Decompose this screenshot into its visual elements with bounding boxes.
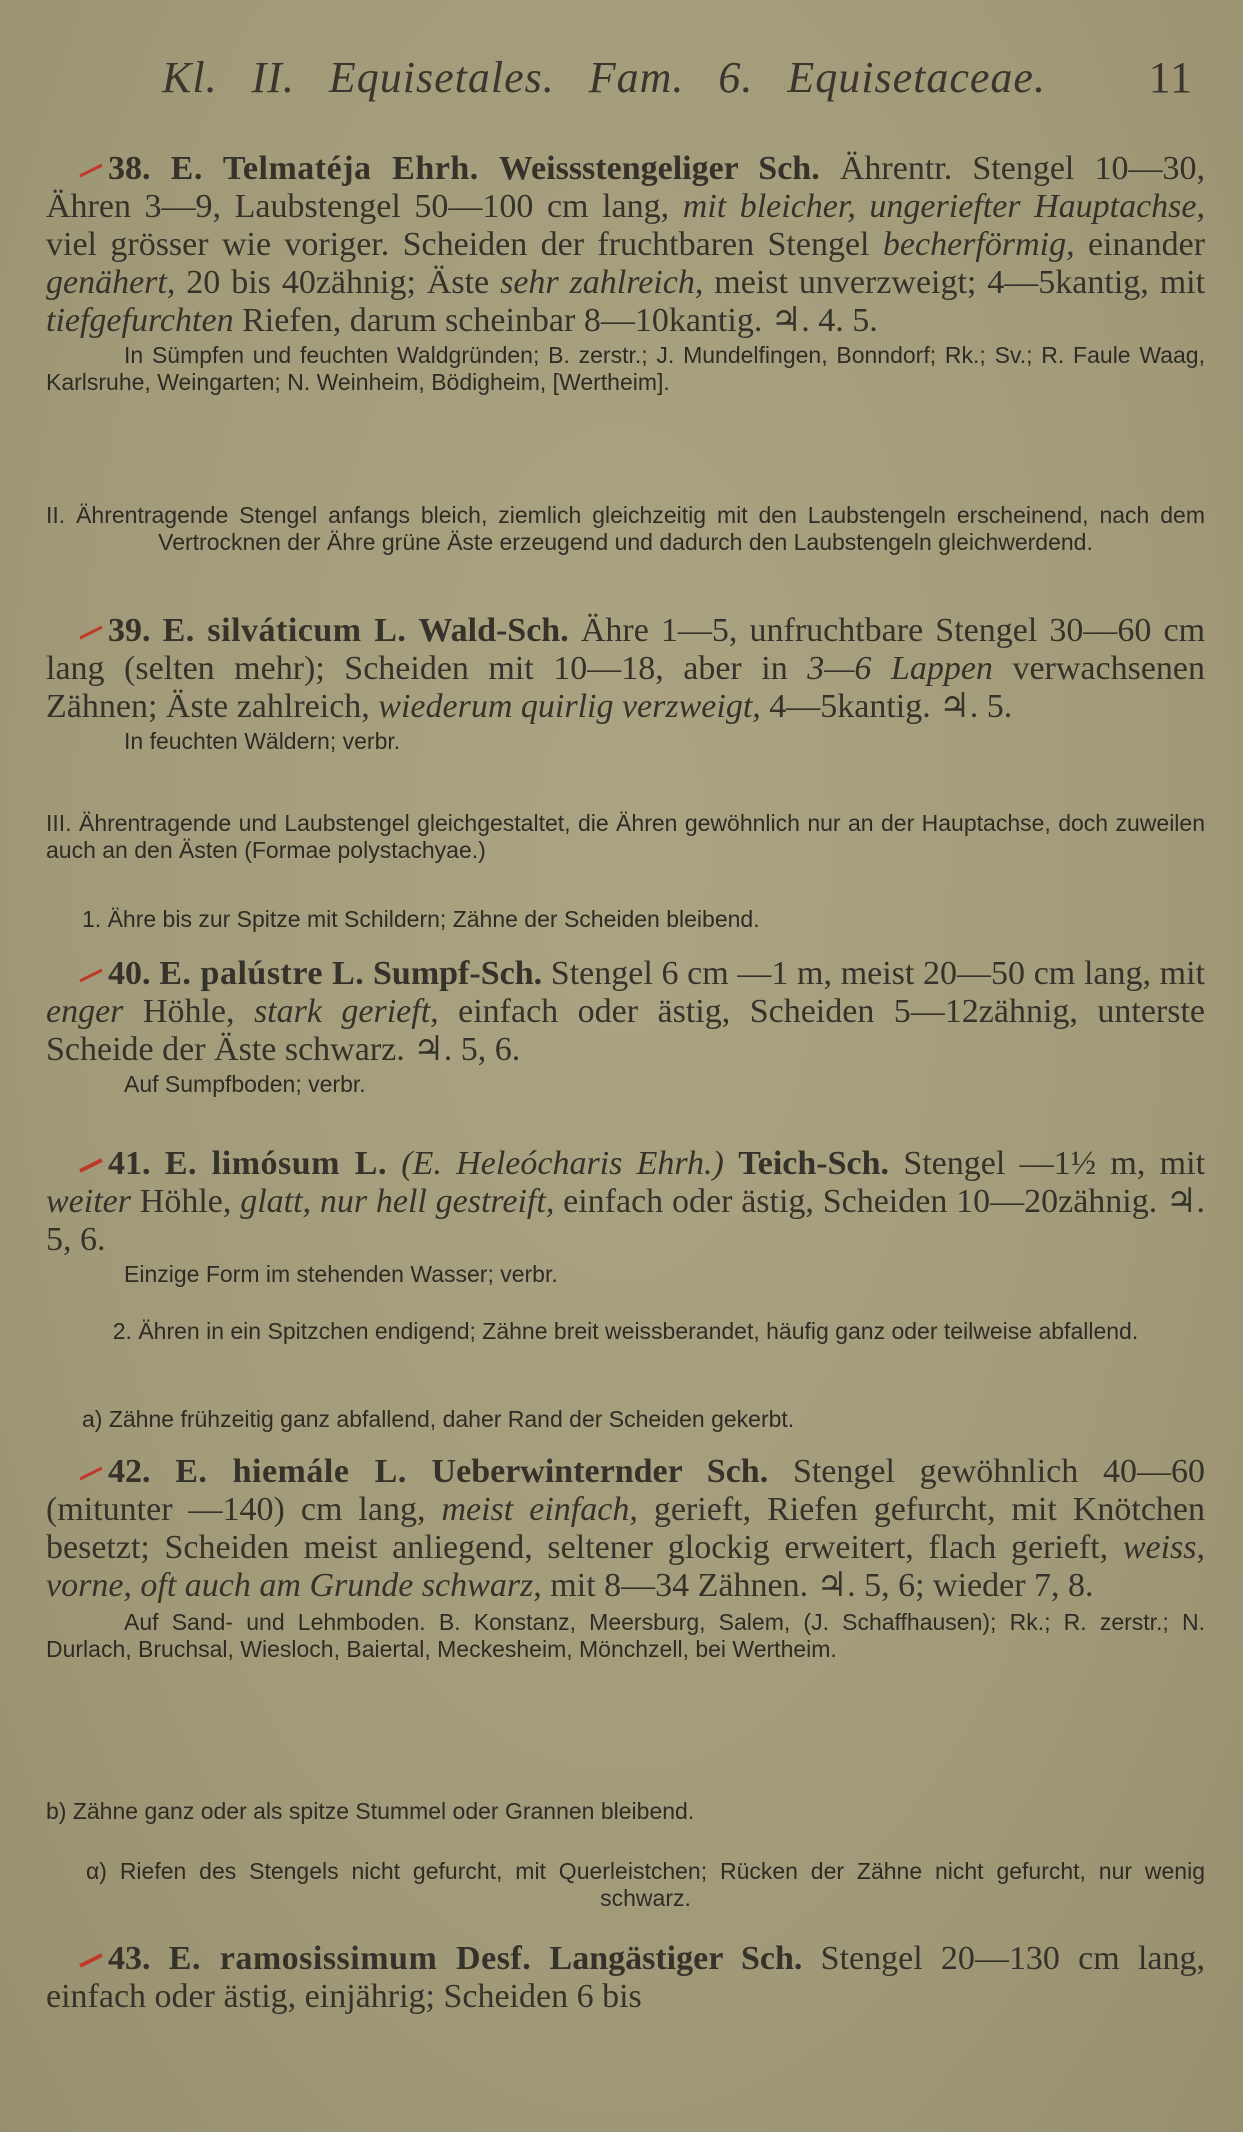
key-section-3: [46, 810, 1205, 864]
synonym: (E. Heleócharis Ehrh.): [401, 1145, 724, 1182]
german-name: Ueberwinternder Sch.: [431, 1453, 769, 1490]
locality-text: Auf Sand- und Lehmboden. B. Konstanz, Meersburg, Salem, (J. Schaffhausen); Rk.; R. zerstr.; N. Durlach, Bruchsal, Wiesloch, Baiertal, Meckesheim, Mönchzell, bei Wertheim.: [46, 1609, 1205, 1662]
locality-text: In feuchten Wäldern; verbr.: [124, 728, 401, 754]
description-text: Stengel 20—130 cm lang, einfach oder ästig, einjährig; Scheiden 6 bis: [46, 1940, 1206, 2015]
entry-42: [46, 1453, 1205, 1663]
page-number: 11: [1148, 53, 1193, 102]
entry-39-text: [46, 612, 1205, 726]
emphasis-text: enger: [46, 993, 124, 1030]
description-text: mit 8—34 Zähnen. ♃. 5, 6; wieder 7, 8.: [550, 1567, 1094, 1604]
entry-38: [46, 150, 1205, 396]
german-name: Weissstengeliger Sch.: [498, 150, 820, 187]
entry-number: 41.: [108, 1145, 151, 1182]
species-name: E. hiemále L.: [175, 1453, 407, 1490]
red-check-mark-icon: [78, 624, 104, 642]
description-text: einfach oder ästig, Scheiden 5—12zähnig, unterste Scheide der Äste schwarz. ♃. 5, 6.: [46, 993, 1206, 1068]
locality-text: In Sümpfen und feuchten Waldgründen; B. zerstr.; J. Mundelfingen, Bonndorf; Rk.; Sv.; R. Faule Waag, Karlsruhe, Weingarten; N. Weinheim, Bödigheim, [Wertheim].: [46, 342, 1205, 395]
entry-41-text: [46, 1145, 1205, 1259]
key-section-3-2b: [46, 1798, 1205, 1825]
running-header: [150, 52, 1203, 112]
german-name: Sumpf-Sch.: [373, 955, 543, 992]
key-text: α) Riefen des Stengels nicht gefurcht, mit Querleistchen; Rücken der Zähne nicht gefurcht, nur wenig schwarz.: [86, 1858, 1205, 1911]
german-name: Wald-Sch.: [418, 612, 569, 649]
description-text: Stengel —1½ m, mit: [903, 1145, 1206, 1182]
description-text: Ähre 1—5, unfruchtbare Stengel 30—60 cm lang (selten mehr); Scheiden mit 10—18, aber in: [46, 612, 1206, 687]
description-text: Stengel gewöhnlich 40—60 (mitunter —140) cm lang,: [46, 1453, 1205, 1528]
emphasis-text: weiter: [46, 1183, 131, 1220]
key-section-3-2b-alpha: [46, 1858, 1205, 1912]
entry-38-text: [46, 150, 1205, 340]
emphasis-text: tiefgefurchten: [46, 302, 234, 339]
entry-40: [46, 955, 1205, 1098]
key-text: a) Zähne frühzeitig ganz abfallend, daher Rand der Scheiden gekerbt.: [82, 1406, 795, 1432]
entry-39: [46, 612, 1205, 755]
red-check-mark-icon: [78, 162, 104, 180]
entry-number: 39.: [108, 612, 151, 649]
description-text: Riefen, darum scheinbar 8—10kantig. ♃. 4. 5.: [242, 302, 878, 339]
description-text: einfach oder ästig, Scheiden 10—20zähnig. ♃. 5, 6.: [46, 1183, 1206, 1258]
entry-43-text: [46, 1940, 1205, 2016]
description-text: Ährentr. Stengel 10—30, Ähren 3—9, Laubstengel 50—100 cm lang,: [46, 150, 1206, 225]
emphasis-text: weiss, vorne, oft auch am Grunde schwarz,: [46, 1529, 1206, 1604]
description-text: meist unverzweigt; 4—5kantig, mit: [714, 264, 1206, 301]
entry-43: [46, 1940, 1205, 2016]
key-section-3-2: [46, 1318, 1205, 1345]
species-name: E. silváticum L.: [162, 612, 407, 649]
description-text: viel grösser wie voriger. Scheiden der fruchtbaren Stengel: [46, 226, 870, 263]
entry-number: 43.: [108, 1940, 151, 1977]
species-name: E. palústre L.: [159, 955, 365, 992]
key-text: 2. Ähren in ein Spitzchen endigend; Zähne breit weissberandet, häufig ganz oder teilweise abfallend.: [112, 1318, 1139, 1344]
emphasis-text: sehr zahlreich,: [500, 264, 704, 301]
key-section-2: [46, 502, 1205, 556]
description-text: Höhle,: [142, 993, 235, 1030]
entry-41: [46, 1145, 1205, 1288]
emphasis-text: 3—6 Lappen: [807, 650, 993, 687]
key-text: III. Ährentragende und Laubstengel gleichgestaltet, die Ähren gewöhnlich nur an der Hauptachse, doch zuweilen auch an den Ästen (Formae polystachyae.): [46, 810, 1205, 863]
emphasis-text: becherförmig,: [882, 226, 1075, 263]
description-text: Stengel 6 cm —1 m, meist 20—50 cm lang, mit: [550, 955, 1206, 992]
entry-number: 42.: [108, 1453, 151, 1490]
description-text: 20 bis 40zähnig; Äste: [186, 264, 490, 301]
emphasis-text: genähert,: [46, 264, 176, 301]
key-section-3-2a: [46, 1406, 1205, 1433]
locality-text: Einzige Form im stehenden Wasser; verbr.: [124, 1261, 558, 1287]
locality-text: Auf Sumpfboden; verbr.: [124, 1071, 366, 1097]
emphasis-text: meist einfach,: [441, 1491, 638, 1528]
description-text: 4—5kantig. ♃. 5.: [769, 688, 1013, 725]
entry-number: 40.: [108, 955, 151, 992]
description-text: einander: [1087, 226, 1206, 263]
species-name: E. Telmatéja Ehrh.: [170, 150, 479, 187]
emphasis-text: glatt, nur hell gestreift,: [240, 1183, 555, 1220]
key-text: II. Ährentragende Stengel anfangs bleich, ziemlich gleichzeitig mit den Laubstengeln erscheinend, nach dem Vertrocknen der Ähre grüne Äste erzeugend und dadurch den Laubstengeln gleichwerdend.: [46, 502, 1205, 555]
species-name: E. ramosissimum Desf.: [168, 1940, 532, 1977]
key-text: 1. Ähre bis zur Spitze mit Schildern; Zähne der Scheiden bleibend.: [82, 906, 760, 932]
german-name: Teich-Sch.: [738, 1145, 890, 1182]
emphasis-text: mit bleicher, ungeriefter Hauptachse,: [682, 188, 1206, 225]
red-check-mark-icon: [78, 1465, 104, 1483]
emphasis-text: stark gerieft,: [253, 993, 439, 1030]
german-name: Langästiger Sch.: [549, 1940, 803, 1977]
entry-42-text: [46, 1453, 1205, 1605]
red-check-mark-icon: [78, 967, 104, 985]
header-title: Kl. II. Equisetales. Fam. 6. Equisetaceae.: [162, 53, 1046, 102]
species-name: E. limósum L.: [164, 1145, 387, 1182]
description-text: Höhle,: [139, 1183, 232, 1220]
entry-number: 38.: [108, 150, 151, 187]
key-text: b) Zähne ganz oder als spitze Stummel oder Grannen bleibend.: [46, 1798, 695, 1824]
description-text: gerieft, Riefen gefurcht, mit Knötchen besetzt; Scheiden meist anliegend, seltener glockig erweitert, flach gerieft,: [46, 1491, 1206, 1566]
entry-40-text: [46, 955, 1205, 1069]
description-text: verwachsenen Zähnen; Äste zahlreich,: [46, 650, 1205, 725]
red-check-mark-icon: [78, 1157, 104, 1175]
key-section-3-1: [46, 906, 1205, 933]
emphasis-text: wiederum quirlig verzweigt,: [378, 688, 761, 725]
red-check-mark-icon: [78, 1952, 104, 1970]
